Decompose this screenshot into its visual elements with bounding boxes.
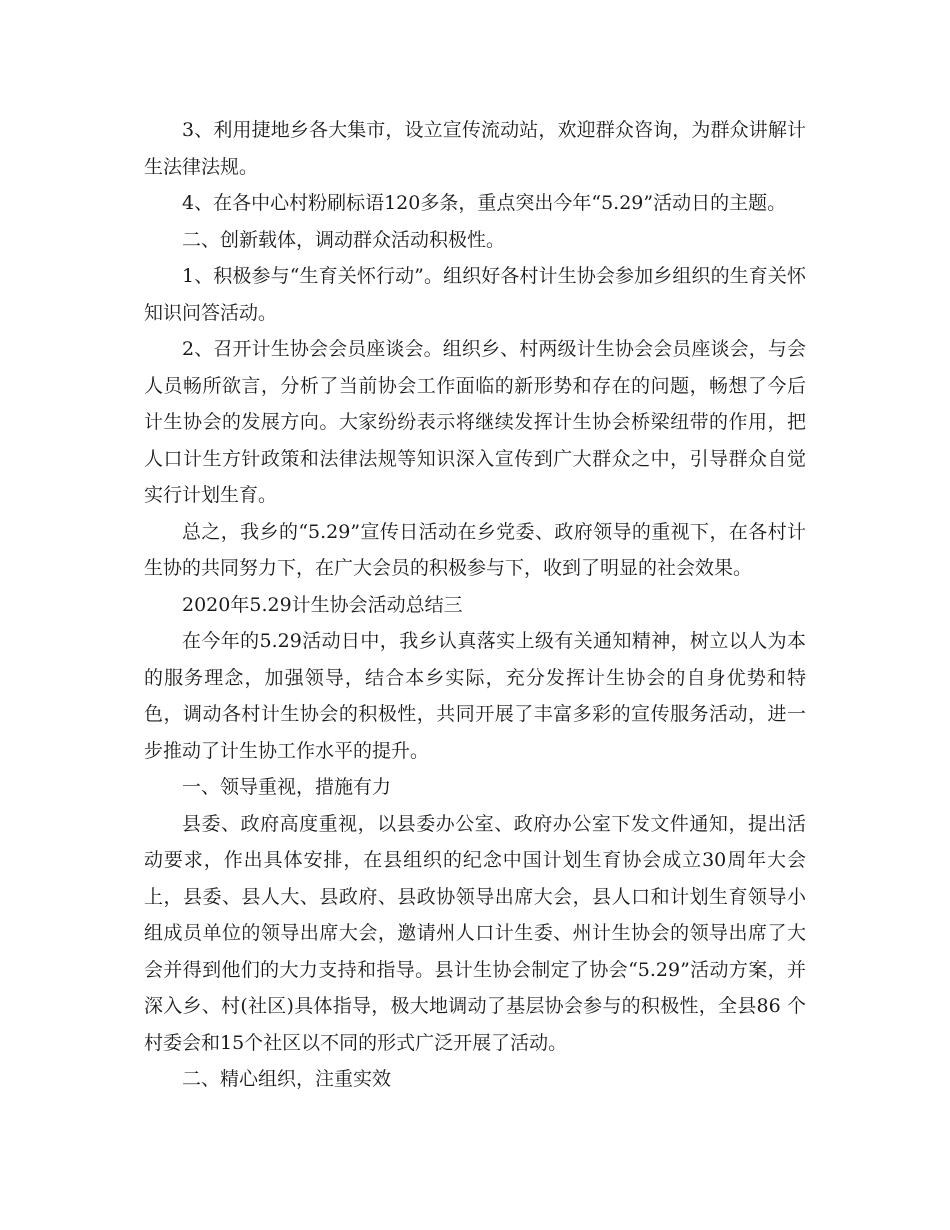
section-heading-leadership: 一、领导重视，措施有力 xyxy=(182,776,392,798)
paragraph-leadership: 县委、政府高度重视，以县委办公室、政府办公室下发文件通知，提出活动要求，作出具体安排，在县组织的纪念中国计划生育协会成立30周年大会上，县委、县人大、县政府、县政协领导出席大会，县人口和计划生育领导小组成员单位的领导出席大会，邀请州人口计生委、州计生协会的领导出席了大会并得到他们的大力支持和指导。县计生协会制定了协会“5.29”活动方案，并深入乡、村(社区)具体指导，极大地调动了基层协会参与的积极性，全县86 个村委会和15个社区以不同的形式广泛开展了活动。 xyxy=(144,812,806,1054)
paragraph-item-3-rural-fairs: 3、利用捷地乡各大集市，设立宣传流动站，欢迎群众咨询，为群众讲解计生法律法规。 xyxy=(144,119,806,178)
paragraph-item-4-slogans: 4、在各中心村粉刷标语120多条，重点突出今年“5.29”活动日的主题。 xyxy=(182,192,787,214)
paragraph-item-2-symposium: 2、召开计生协会会员座谈会。组织乡、村两级计生协会会员座谈会，与会人员畅所欲言，分析了当前协会工作面临的新形势和存在的问题，畅想了今后计生协会的发展方向。大家纷纷表示将继续发挥计生协会桥梁纽带的作用，把人口计生方针政策和法律法规等知识深入宣传到广大群众之中，引导群众自觉实行计划生育。 xyxy=(144,338,806,506)
paragraph-intro: 在今年的5.29活动日中，我乡认真落实上级有关通知精神，树立以人为本的服务理念，加强领导，结合本乡实际，充分发挥计生协会的自身优势和特色，调动各村计生协会的积极性，共同开展了丰富多彩的宣传服务活动，进一步推动了计生协工作水平的提升。 xyxy=(144,630,806,762)
paragraph-item-1-care-action: 1、积极参与“生育关怀行动”。组织好各村计生协会参加乡组织的生育关怀知识问答活动。 xyxy=(144,265,806,324)
document-body xyxy=(144,112,806,1098)
section-heading-innovation: 二、创新载体，调动群众活动积极性。 xyxy=(182,228,506,251)
section-heading-organization: 二、精心组织，注重实效 xyxy=(182,1068,392,1090)
paragraph-conclusion: 总之，我乡的“5.29”宣传日活动在乡党委、政府领导的重视下，在各村计生协的共同努力下，在广大会员的积极参与下，收到了明显的社会效果。 xyxy=(144,520,806,579)
article-title: 2020年5.29计生协会活动总结三 xyxy=(182,593,463,616)
